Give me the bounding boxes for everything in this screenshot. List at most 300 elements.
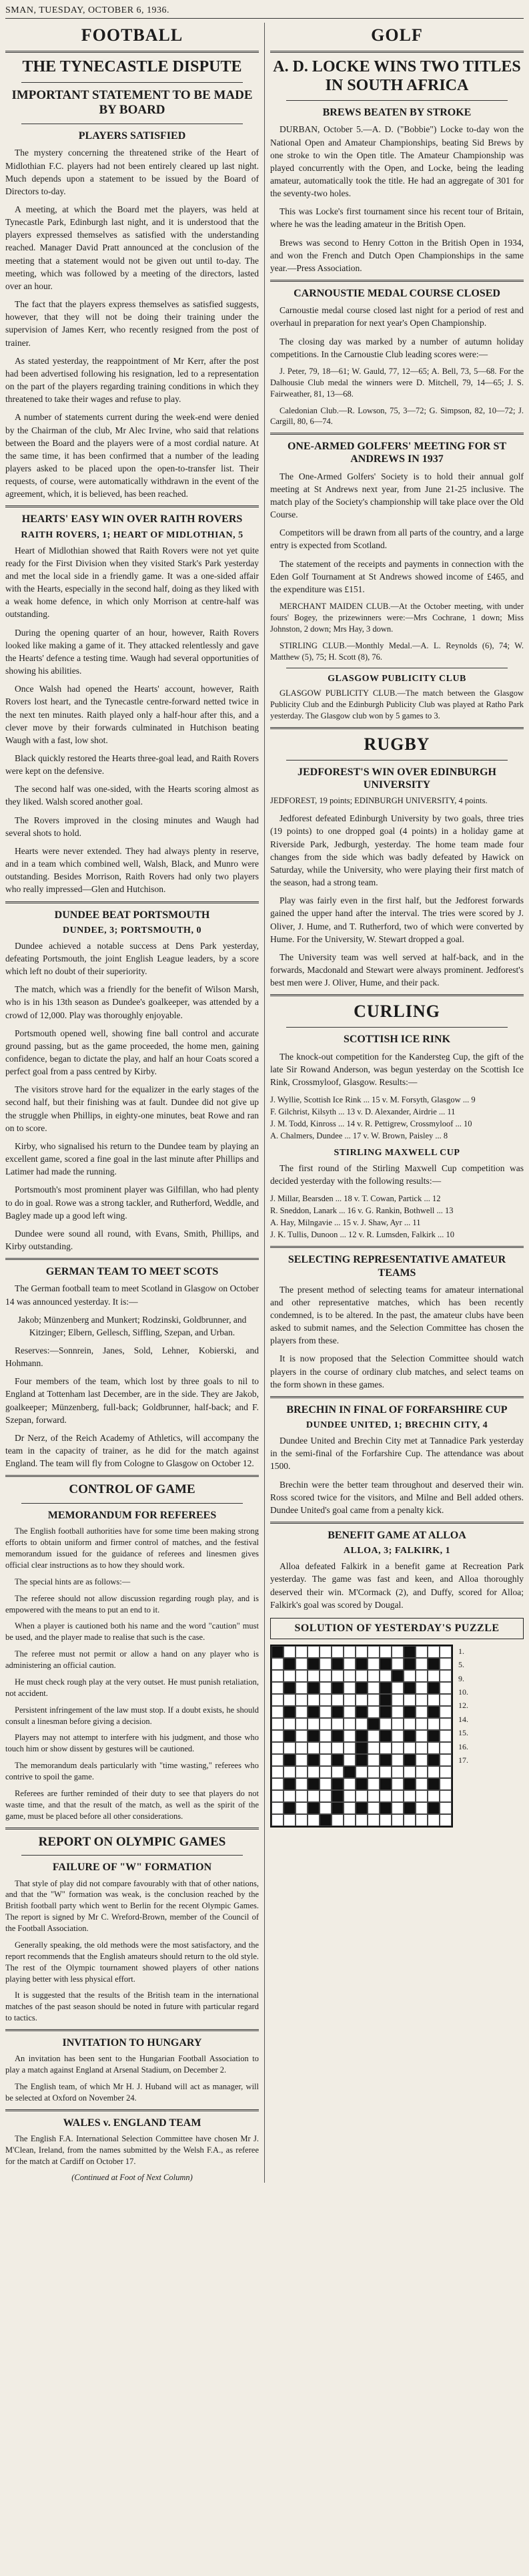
article-paragraph: The English F.A. International Selection Committee have chosen Mr J. M'Clean, Ireland, from the names submitted by the Welsh F.A., as referee for the match at Cardiff on October 17. bbox=[5, 2133, 259, 2166]
crossword-cell bbox=[344, 1778, 356, 1790]
article-paragraph: Brechin were the better team throughout and deserved their win. Ross scored twice for the visitors, and Milne and Bell added others. Dundee United's goal came from a penalty kick. bbox=[270, 1479, 524, 1515]
crossword-cell bbox=[296, 1718, 308, 1730]
article-paragraph: DURBAN, October 5.—A. D. ("Bobbie") Locke to-day won the National Open and Amateur Championships, beating Sid Brews by one stroke to win the Open title. The Amateur Championship was played concurrently with the Open, and Locke, being the leading amateur, automatically took the title. He had an aggregate of 301 for the seventy-two holes. bbox=[270, 124, 524, 199]
crossword-cell bbox=[392, 1754, 404, 1766]
article-paragraph: Players may not attempt to interfere with his judgment, and those who touch him or show dissent by gestures will be cautioned. bbox=[5, 1733, 259, 1754]
article-paragraph: It is now proposed that the Selection Committee should watch players in the course of ordinary club matches, and select teams on the form shown in these games. bbox=[270, 1353, 524, 1389]
crossword-cell bbox=[308, 1646, 320, 1658]
brechin-score: DUNDEE UNITED, 1; BRECHIN CITY, 4 bbox=[306, 1420, 488, 1431]
article-paragraph: Carnoustie medal course closed last night for a period of rest and overhaul in preparation for next year's Open Championship. bbox=[270, 305, 524, 329]
clue-number: 10. bbox=[458, 1687, 468, 1697]
clue-number: 5. bbox=[458, 1660, 464, 1670]
crossword-cell bbox=[356, 1706, 368, 1718]
article-paragraph: Portsmouth opened well, showing fine ball control and accurate ground passing, but as the game proceeded, the home men, gaining confidence, began to dictate the play, and half an hour Coats scored a perfect goal from a pass centred by Kirby. bbox=[5, 1028, 259, 1077]
crossword-cell bbox=[440, 1670, 452, 1682]
article-paragraph: The memorandum deals particularly with "time wasting," referees who contrive to spoil the game. bbox=[5, 1761, 259, 1782]
control-of-game-headline: CONTROL OF GAME bbox=[69, 1482, 195, 1497]
crossword-cell bbox=[284, 1778, 296, 1790]
result-row: F. Gilchrist, Kilsyth ... 13 v. D. Alexander, Airdrie ... 11 bbox=[270, 1107, 456, 1117]
dundee-score: DUNDEE, 3; PORTSMOUTH, 0 bbox=[63, 925, 201, 935]
article-paragraph: Play was fairly even in the first half, but the Jedforest forwards gained the upper hand after the interval. The tries were scored by J. Oliver, J. Hume, and T. Rutherford, two of which were converted by Hume. For the University, W. Stewart dropped a goal. bbox=[270, 895, 524, 944]
article-paragraph: Alloa defeated Falkirk in a benefit game at Recreation Park yesterday. The game was fast and keen, and Alloa thoroughly deserved their win. M'Cormack (2), and Duffy, scored for Alloa; Falkirk's goal was scored by Dougal. bbox=[270, 1561, 524, 1610]
article-paragraph: As stated yesterday, the reappointment of Mr Kerr, after the post had been advertised following his resignation, led to a representation on the part of the players regarding training conditions in which they threatened to take their wages and refuse to play. bbox=[5, 355, 259, 405]
crossword-cell bbox=[272, 1694, 284, 1706]
crossword-cell bbox=[272, 1778, 284, 1790]
hearts-score: RAITH ROVERS, 1; HEART OF MIDLOTHIAN, 5 bbox=[21, 529, 243, 540]
crossword-cell bbox=[428, 1730, 440, 1742]
crossword-cell bbox=[296, 1670, 308, 1682]
crossword-cell bbox=[428, 1694, 440, 1706]
crossword-cell bbox=[404, 1802, 416, 1814]
crossword-cell bbox=[308, 1718, 320, 1730]
crossword-cell bbox=[272, 1802, 284, 1814]
crossword-cell bbox=[416, 1754, 428, 1766]
crossword-cell bbox=[416, 1742, 428, 1754]
article-paragraph: Once Walsh had opened the Hearts' account, however, Raith Rovers lost heart, and the Tynecastle centre-forward netted twice in the next ten minutes. Raith played only a half-hour after this, and a clever move by their forwards culminated in Hutchison beating Waugh with a fast, low shot. bbox=[5, 684, 259, 745]
crossword-cell bbox=[284, 1670, 296, 1682]
puzzle-solution-heading: SOLUTION OF YESTERDAY'S PUZZLE bbox=[270, 1618, 524, 1639]
crossword-cell bbox=[284, 1802, 296, 1814]
crossword-cell bbox=[368, 1718, 380, 1730]
crossword-cell bbox=[320, 1754, 332, 1766]
crossword-cell bbox=[380, 1754, 392, 1766]
crossword-cell bbox=[272, 1670, 284, 1682]
crossword-cell bbox=[392, 1682, 404, 1694]
crossword-cell bbox=[308, 1790, 320, 1802]
crossword-cell bbox=[380, 1682, 392, 1694]
crossword-cell bbox=[404, 1778, 416, 1790]
crossword-cell bbox=[284, 1730, 296, 1742]
crossword-cell bbox=[320, 1706, 332, 1718]
crossword-cell bbox=[296, 1646, 308, 1658]
ice-rink-headline: SCOTTISH ICE RINK bbox=[343, 1034, 451, 1046]
crossword-cell bbox=[332, 1742, 344, 1754]
crossword-cell bbox=[440, 1730, 452, 1742]
article-paragraph: The closing day was marked by a number of autumn holiday competitions. In the Carnoustie Club leading scores were:— bbox=[270, 336, 524, 359]
crossword-cell bbox=[404, 1790, 416, 1802]
crossword-cell bbox=[344, 1718, 356, 1730]
crossword-cell bbox=[344, 1730, 356, 1742]
wales-england-headline: WALES v. ENGLAND TEAM bbox=[63, 2117, 201, 2129]
article-paragraph: Brews was second to Henry Cotton in the British Open in 1934, and won the French and Dutch Open Championships in the same year.—Press Association. bbox=[270, 237, 524, 273]
article-paragraph: GLASGOW PUBLICITY CLUB.—The match between the Glasgow Publicity Club and the Edinburgh Publicity Club was played at Ratho Park yesterday. The Glasgow club won by 5 games to 3. bbox=[270, 688, 524, 721]
team-list: Jakob; Münzenberg and Munkert; Rodzinski, Goldbrunner, and Kitzinger; Elbern, Gellesch, Siffling, Szepan, and Urban. bbox=[17, 1314, 247, 1337]
players-satisfied-heading: PLAYERS SATISFIED bbox=[78, 130, 186, 142]
crossword-cell bbox=[308, 1694, 320, 1706]
result-row: J. Millar, Bearsden ... 18 v. T. Cowan, Partick ... 12 bbox=[270, 1193, 441, 1203]
crossword-cell bbox=[380, 1814, 392, 1826]
crossword-cell bbox=[320, 1718, 332, 1730]
crossword-cell bbox=[284, 1658, 296, 1670]
result-row: J. M. Todd, Kinross ... 14 v. R. Pettigrew, Crossmyloof ... 10 bbox=[270, 1119, 472, 1129]
crossword-cell bbox=[392, 1718, 404, 1730]
crossword-cell bbox=[416, 1790, 428, 1802]
article-paragraph: The One-Armed Golfers' Society is to hold their annual golf meeting at St Andrews next year, from June 21-25 inclusive. The match play of the Society's championship will take place over the Old Course. bbox=[270, 471, 524, 520]
crossword-cell bbox=[296, 1742, 308, 1754]
crossword-cell bbox=[284, 1706, 296, 1718]
crossword-cell bbox=[272, 1766, 284, 1778]
locke-headline: A. D. LOCKE WINS TWO TITLES IN SOUTH AFRICA bbox=[273, 58, 521, 94]
article-paragraph: An invitation has been sent to the Hungarian Football Association to play a match against England at Arsenal Stadium, on December 2. bbox=[5, 2054, 259, 2075]
crossword-cell bbox=[344, 1670, 356, 1682]
crossword-cell bbox=[368, 1766, 380, 1778]
crossword-cell bbox=[404, 1694, 416, 1706]
crossword-cell bbox=[296, 1766, 308, 1778]
result-row: J. Wyllie, Scottish Ice Rink ... 15 v. M. Forsyth, Glasgow ... 9 bbox=[270, 1095, 476, 1104]
article-paragraph: Reserves:—Sonnrein, Janes, Sold, Lehner, Kobierski, and Hohmann. bbox=[5, 1345, 259, 1369]
crossword-cell bbox=[320, 1694, 332, 1706]
crossword-cell bbox=[416, 1814, 428, 1826]
crossword-cell bbox=[272, 1742, 284, 1754]
carnoustie-headline: CARNOUSTIE MEDAL COURSE CLOSED bbox=[294, 288, 500, 300]
crossword-cell bbox=[344, 1706, 356, 1718]
crossword-cell bbox=[380, 1718, 392, 1730]
crossword-cell bbox=[308, 1730, 320, 1742]
crossword-cell bbox=[332, 1790, 344, 1802]
crossword-cell bbox=[392, 1790, 404, 1802]
crossword-cell bbox=[356, 1766, 368, 1778]
article-paragraph: The mystery concerning the threatened strike of the Heart of Midlothian F.C. players had not been entirely cleared up last night. Much depends upon a statement to be issued by the Board of Directors to-day. bbox=[5, 148, 259, 196]
crossword-cell bbox=[428, 1754, 440, 1766]
article-paragraph: J. Peter, 79, 18—61; W. Gauld, 77, 12—65; A. Bell, 73, 5—68. For the Dalhousie Club medal the winners were D. Mitchell, 79, 14—65; J. S. Fairweather, 81, 13—68. bbox=[270, 366, 524, 399]
golf-section-heading: GOLF bbox=[371, 25, 423, 45]
crossword-cell bbox=[440, 1718, 452, 1730]
crossword-cell bbox=[308, 1802, 320, 1814]
crossword-cell bbox=[320, 1742, 332, 1754]
crossword-cell bbox=[320, 1790, 332, 1802]
crossword-cell bbox=[416, 1730, 428, 1742]
crossword-cell bbox=[272, 1754, 284, 1766]
article-paragraph: The referee must not permit or allow a hand on any player who is administering an official caution. bbox=[5, 1649, 259, 1671]
clue-number: 17. bbox=[458, 1755, 468, 1765]
crossword-cell bbox=[440, 1682, 452, 1694]
crossword-cell bbox=[392, 1814, 404, 1826]
clue-number: 15. bbox=[458, 1728, 468, 1738]
crossword-cell bbox=[428, 1706, 440, 1718]
crossword-cell bbox=[356, 1778, 368, 1790]
crossword-cell bbox=[416, 1706, 428, 1718]
left-column bbox=[5, 23, 259, 2183]
crossword-cell bbox=[380, 1706, 392, 1718]
crossword-grid bbox=[270, 1645, 453, 1828]
amateur-teams-headline: SELECTING REPRESENTATIVE AMATEUR TEAMS bbox=[288, 1254, 506, 1279]
crossword-cell bbox=[332, 1706, 344, 1718]
crossword-cell bbox=[428, 1790, 440, 1802]
curling-section-heading: CURLING bbox=[354, 1002, 440, 1022]
crossword-cell bbox=[416, 1718, 428, 1730]
crossword-cell bbox=[320, 1730, 332, 1742]
crossword-cell bbox=[368, 1706, 380, 1718]
article-paragraph: The University team was well served at half-back, and in the forwards, Macdonald and Stewart were always prominent. Jedforest's best men were J. Oliver, Hume, and their pack. bbox=[270, 951, 524, 988]
crossword-cell bbox=[344, 1790, 356, 1802]
rugby-score: JEDFOREST, 19 points; EDINBURGH UNIVERSITY, 4 points. bbox=[270, 796, 488, 806]
stirling-maxwell-results bbox=[270, 1193, 524, 1241]
right-column bbox=[264, 23, 524, 2183]
crossword-cell bbox=[344, 1742, 356, 1754]
crossword-cell bbox=[332, 1658, 344, 1670]
crossword-cell bbox=[332, 1682, 344, 1694]
crossword-cell bbox=[404, 1670, 416, 1682]
crossword-cell bbox=[296, 1682, 308, 1694]
result-row: A. Chalmers, Dundee ... 17 v. W. Brown, Paisley ... 8 bbox=[270, 1131, 448, 1141]
crossword-cell bbox=[296, 1790, 308, 1802]
crossword-cell bbox=[272, 1706, 284, 1718]
crossword-cell bbox=[296, 1814, 308, 1826]
crossword-cell bbox=[284, 1814, 296, 1826]
crossword-cell bbox=[356, 1694, 368, 1706]
article-paragraph: He must check rough play at the very outset. He must punish retaliation, not accident. bbox=[5, 1677, 259, 1698]
clue-number: 14. bbox=[458, 1714, 468, 1724]
crossword-cell bbox=[332, 1766, 344, 1778]
brechin-headline: BRECHIN IN FINAL OF FORFARSHIRE CUP bbox=[286, 1404, 508, 1416]
crossword-cell bbox=[320, 1682, 332, 1694]
crossword-cell bbox=[284, 1718, 296, 1730]
crossword-cell bbox=[404, 1682, 416, 1694]
crossword-cell bbox=[332, 1670, 344, 1682]
stirling-maxwell-heading: STIRLING MAXWELL CUP bbox=[334, 1147, 460, 1158]
crossword-cell bbox=[368, 1658, 380, 1670]
crossword-cell bbox=[404, 1646, 416, 1658]
article-paragraph: The fact that the players express themselves as satisfied suggests, however, that they will not be doing their training under the supervision of James Kerr, who recently resigned from the post of trainer. bbox=[5, 299, 259, 348]
crossword-cell bbox=[428, 1766, 440, 1778]
article-paragraph: MERCHANT MAIDEN CLUB.—At the October meeting, with under fours' Bogey, the prizewinners were:—Mrs Cochrane, 1 down; Miss Johnston, 2 down; Mrs Hay, 3 down. bbox=[270, 602, 524, 634]
memorandum-heading: MEMORANDUM FOR REFEREES bbox=[47, 1510, 217, 1522]
article-paragraph: The English football authorities have for some time been making strong efforts to obtain uniform and firmer control of matches, and the festival memorandum issued for the guidance of referees and linesmen gives official clear instructions as to how they should work. bbox=[5, 1526, 259, 1570]
crossword-cell bbox=[344, 1694, 356, 1706]
crossword-cell bbox=[392, 1730, 404, 1742]
article-paragraph: The special hints are as follows:— bbox=[15, 1576, 131, 1586]
crossword-cell bbox=[428, 1658, 440, 1670]
crossword-cell bbox=[368, 1802, 380, 1814]
crossword-cell bbox=[392, 1658, 404, 1670]
crossword-cell bbox=[332, 1730, 344, 1742]
crossword-cell bbox=[320, 1778, 332, 1790]
crossword-cell bbox=[308, 1814, 320, 1826]
crossword-cell bbox=[416, 1658, 428, 1670]
crossword-cell bbox=[344, 1682, 356, 1694]
article-paragraph: STIRLING CLUB.—Monthly Medal.—A. L. Reynolds (6), 74; W. Matthew (5), 75; H. Scott (8), 76. bbox=[270, 640, 524, 662]
crossword-cell bbox=[440, 1814, 452, 1826]
german-team-headline: GERMAN TEAM TO MEET SCOTS bbox=[45, 1266, 219, 1278]
crossword-cell bbox=[404, 1766, 416, 1778]
article-paragraph: The match, which was a friendly for the benefit of Wilson Marsh, who is in his 13th season as Dundee's goalkeeper, was attended by a crowd of 12,000. Play was thoroughly enjoyable. bbox=[5, 984, 259, 1020]
crossword-cell bbox=[392, 1646, 404, 1658]
crossword-cell bbox=[320, 1766, 332, 1778]
crossword-cell bbox=[332, 1718, 344, 1730]
crossword-cell bbox=[296, 1802, 308, 1814]
crossword-cell bbox=[272, 1790, 284, 1802]
article-paragraph: The English team, of which Mr H. J. Huband will act as manager, will be selected at Oxford on November 24. bbox=[5, 2082, 259, 2103]
crossword-cell bbox=[356, 1658, 368, 1670]
crossword-cell bbox=[440, 1790, 452, 1802]
alloa-headline: BENEFIT GAME AT ALLOA bbox=[328, 1530, 466, 1542]
crossword-cell bbox=[380, 1802, 392, 1814]
article-paragraph: The knock-out competition for the Kandersteg Cup, the gift of the late Sir Rowand Anderson, was begun yesterday on the Scottish Ice Rink, Crossmyloof, Glasgow. Results:— bbox=[270, 1051, 524, 1087]
crossword-cell bbox=[368, 1646, 380, 1658]
crossword-cell bbox=[380, 1778, 392, 1790]
crossword-cell bbox=[284, 1694, 296, 1706]
crossword-cell bbox=[392, 1778, 404, 1790]
crossword-cell bbox=[416, 1766, 428, 1778]
crossword-cell bbox=[428, 1646, 440, 1658]
crossword-cell bbox=[380, 1694, 392, 1706]
article-paragraph: Dundee were sound all round, with Evans, Smith, Phillips, and Kirby outstanding. bbox=[5, 1228, 259, 1251]
crossword-cell bbox=[380, 1790, 392, 1802]
crossword-cell bbox=[272, 1658, 284, 1670]
crossword-cell bbox=[404, 1754, 416, 1766]
article-paragraph: When a player is cautioned both his name and the word "caution" must be used, and the player made to realise that such is the case. bbox=[5, 1621, 259, 1643]
crossword-cell bbox=[332, 1646, 344, 1658]
crossword-cell bbox=[356, 1730, 368, 1742]
crossword-cell bbox=[440, 1802, 452, 1814]
crossword-cell bbox=[320, 1814, 332, 1826]
crossword-cell bbox=[368, 1754, 380, 1766]
crossword-cell bbox=[416, 1802, 428, 1814]
crossword-cell bbox=[368, 1778, 380, 1790]
crossword-cell bbox=[272, 1814, 284, 1826]
tynecastle-headline: THE TYNECASTLE DISPUTE bbox=[22, 58, 242, 75]
crossword-cell bbox=[356, 1682, 368, 1694]
crossword-cell bbox=[356, 1814, 368, 1826]
crossword-cell bbox=[284, 1754, 296, 1766]
article-paragraph: The Rovers improved in the closing minutes and Waugh had several shots to hold. bbox=[5, 815, 259, 838]
crossword-cell bbox=[272, 1646, 284, 1658]
crossword-cell bbox=[296, 1778, 308, 1790]
article-paragraph: Generally speaking, the old methods were the most satisfactory, and the report recommends that the English amateurs should return to the old style. The rest of the Olympic tournament showed players of other nations playing better with less physical effort. bbox=[5, 1940, 259, 1984]
crossword-cell bbox=[380, 1646, 392, 1658]
crossword-cell bbox=[332, 1814, 344, 1826]
crossword-cell bbox=[356, 1742, 368, 1754]
crossword-cell bbox=[428, 1718, 440, 1730]
crossword-cell bbox=[368, 1682, 380, 1694]
crossword-cell bbox=[404, 1742, 416, 1754]
crossword-cell bbox=[308, 1706, 320, 1718]
crossword-cell bbox=[296, 1694, 308, 1706]
crossword-cell bbox=[284, 1766, 296, 1778]
clue-number: 12. bbox=[458, 1701, 468, 1711]
crossword-cell bbox=[440, 1694, 452, 1706]
crossword-cell bbox=[296, 1754, 308, 1766]
jedforest-headline: JEDFOREST'S WIN OVER EDINBURGH UNIVERSITY bbox=[298, 767, 496, 791]
publicity-club-heading: GLASGOW PUBLICITY CLUB bbox=[328, 674, 466, 684]
crossword-cell bbox=[296, 1730, 308, 1742]
crossword-cell bbox=[380, 1658, 392, 1670]
crossword-cell bbox=[368, 1694, 380, 1706]
crossword-cell bbox=[308, 1682, 320, 1694]
crossword-cell bbox=[428, 1778, 440, 1790]
crossword-cell bbox=[308, 1766, 320, 1778]
crossword-cell bbox=[404, 1658, 416, 1670]
crossword-cell bbox=[344, 1646, 356, 1658]
article-paragraph: The first round of the Stirling Maxwell Cup competition was decided yesterday with the following results:— bbox=[270, 1162, 524, 1186]
crossword-cell bbox=[320, 1802, 332, 1814]
puzzle-area bbox=[270, 1645, 524, 1828]
article-paragraph: Dundee achieved a notable success at Dens Park yesterday, defeating Portsmouth, the joint English League leaders, by a score which left no doubt of their superiority. bbox=[5, 940, 259, 977]
crossword-cell bbox=[440, 1658, 452, 1670]
crossword-cell bbox=[368, 1730, 380, 1742]
crossword-cell bbox=[416, 1670, 428, 1682]
article-paragraph: Hearts were never extended. They had always plenty in reserve, and in a team which combined well, Walsh, Black, and Munro were outstanding. Besides Morrison, Raith Rovers had only two players who really impressed—Glen and Hutchison. bbox=[5, 845, 259, 895]
crossword-cell bbox=[272, 1682, 284, 1694]
article-paragraph: A number of statements current during the week-end were denied by the Chairman of the club, Mr Alec Irvine, who said that relations between the Board and the players were of a most cordial nature. At the same time, it has been confirmed that a number of the leading players asked to be placed upon the open-to-transfer list. Their requests, of course, were automatically withdrawn in the event of the agreement, which, it is believed, has been reached. bbox=[5, 412, 259, 499]
crossword-cell bbox=[368, 1742, 380, 1754]
article-paragraph: Dr Nerz, of the Reich Academy of Athletics, will accompany the team in the capacity of trainer, as he did for the match against England. The team will fly from Cologne to Glasgow on October 12. bbox=[5, 1432, 259, 1469]
article-paragraph: The referee should not allow discussion regarding rough play, and is empowered with the means to put an end to it. bbox=[5, 1593, 259, 1615]
crossword-cell bbox=[392, 1670, 404, 1682]
crossword-cell bbox=[272, 1718, 284, 1730]
article-paragraph: During the opening quarter of an hour, however, Raith Rovers looked like making a game of it. They attacked relentlessly and gave the Hearts' defence a testing time. Waugh had several opportunities of showing his abilities. bbox=[5, 627, 259, 676]
article-paragraph: The German football team to meet Scotland in Glasgow on October 14 was announced yesterday. It is:— bbox=[5, 1283, 259, 1307]
article-paragraph: That style of play did not compare favourably with that of other nations, and that the "W" formation was weak, is the conclusion reached by the British football party which went to Berlin for the recent Olympic Games. The report is signed by Mr C. Wreford-Brown, member of the Council of the Football Association. bbox=[5, 1878, 259, 1934]
crossword-cell bbox=[440, 1706, 452, 1718]
one-armed-golfers-headline: ONE-ARMED GOLFERS' MEETING FOR ST ANDREWS IN 1937 bbox=[287, 441, 507, 465]
crossword-cell bbox=[344, 1766, 356, 1778]
crossword-cell bbox=[320, 1646, 332, 1658]
crossword-cell bbox=[416, 1778, 428, 1790]
crossword-cell bbox=[272, 1730, 284, 1742]
crossword-cell bbox=[356, 1718, 368, 1730]
crossword-cell bbox=[404, 1730, 416, 1742]
crossword-cell bbox=[380, 1730, 392, 1742]
crossword-cell bbox=[416, 1682, 428, 1694]
clue-number: 9. bbox=[458, 1673, 464, 1683]
crossword-cell bbox=[428, 1814, 440, 1826]
article-paragraph: It is suggested that the results of the British team in the international matches of the past season should be noted in future with particular regard to tactics. bbox=[5, 1990, 259, 2023]
crossword-cell bbox=[380, 1766, 392, 1778]
result-row: R. Sneddon, Lanark ... 16 v. G. Rankin, Bothwell ... 13 bbox=[270, 1205, 454, 1215]
crossword-cell bbox=[320, 1658, 332, 1670]
crossword-cell bbox=[356, 1790, 368, 1802]
crossword-cell bbox=[368, 1670, 380, 1682]
crossword-cell bbox=[332, 1778, 344, 1790]
crossword-cell bbox=[356, 1646, 368, 1658]
crossword-cell bbox=[428, 1802, 440, 1814]
article-paragraph: Caledonian Club.—R. Lowson, 75, 3—72; G. Simpson, 82, 10—72; J. Cargill, 80, 6—74. bbox=[270, 405, 524, 427]
brews-beaten-heading: BREWS BEATEN BY STROKE bbox=[322, 107, 472, 119]
crossword-cell bbox=[428, 1670, 440, 1682]
clue-numbers bbox=[458, 1645, 468, 1828]
crossword-cell bbox=[404, 1706, 416, 1718]
alloa-score: ALLOA, 3; FALKIRK, 1 bbox=[343, 1546, 451, 1556]
crossword-cell bbox=[308, 1742, 320, 1754]
continued-note: (Continued at Foot of Next Column) bbox=[71, 2172, 193, 2182]
crossword-cell bbox=[356, 1802, 368, 1814]
crossword-cell bbox=[332, 1694, 344, 1706]
crossword-cell bbox=[332, 1754, 344, 1766]
crossword-cell bbox=[392, 1802, 404, 1814]
football-section-heading: FOOTBALL bbox=[81, 25, 183, 45]
crossword-cell bbox=[308, 1778, 320, 1790]
crossword-cell bbox=[284, 1790, 296, 1802]
article-paragraph: A meeting, at which the Board met the players, was held at Tynecastle Park, Edinburgh last night, and it is understood that the players expressed themselves as satisfied with the understanding reached. Manager David Pratt announced at the conclusion of the meeting that a statement would not be given out until to-day. The meeting, which was followed by a meeting of the directors, lasted over an hour. bbox=[5, 204, 259, 291]
crossword-cell bbox=[344, 1802, 356, 1814]
crossword-cell bbox=[404, 1814, 416, 1826]
crossword-cell bbox=[344, 1658, 356, 1670]
article-paragraph: The second half was one-sided, with the Hearts scoring almost as they liked. Walsh scored another goal. bbox=[5, 784, 259, 807]
article-paragraph: Kirby, who signalised his return to the Dundee team by playing an excellent game, scored a fine goal in the last minute after Phillips and Latimer had made the running. bbox=[5, 1140, 259, 1177]
crossword-cell bbox=[392, 1694, 404, 1706]
crossword-cell bbox=[428, 1682, 440, 1694]
crossword-cell bbox=[440, 1754, 452, 1766]
crossword-cell bbox=[440, 1646, 452, 1658]
article-paragraph: Four members of the team, which lost by three goals to nil to England at Tottenham last December, are in the side. They are Jakob, goalkeeper; Münzenberg, full-back; Goldbrunner, half-back; and F. Szepan, forward. bbox=[5, 1376, 259, 1425]
crossword-cell bbox=[368, 1814, 380, 1826]
crossword-cell bbox=[284, 1742, 296, 1754]
crossword-cell bbox=[320, 1670, 332, 1682]
clue-number: 16. bbox=[458, 1741, 468, 1751]
article-paragraph: The present method of selecting teams for amateur international and other representative matches, which has been recently condemned, is to be altered. In the past, the amateur clubs have been asked to submit names, and the Selection Committee has chosen the players from these. bbox=[270, 1284, 524, 1346]
article-paragraph: This was Locke's first tournament since his recent tour of Britain, where he was the leading amateur in the British Open. bbox=[270, 206, 524, 230]
